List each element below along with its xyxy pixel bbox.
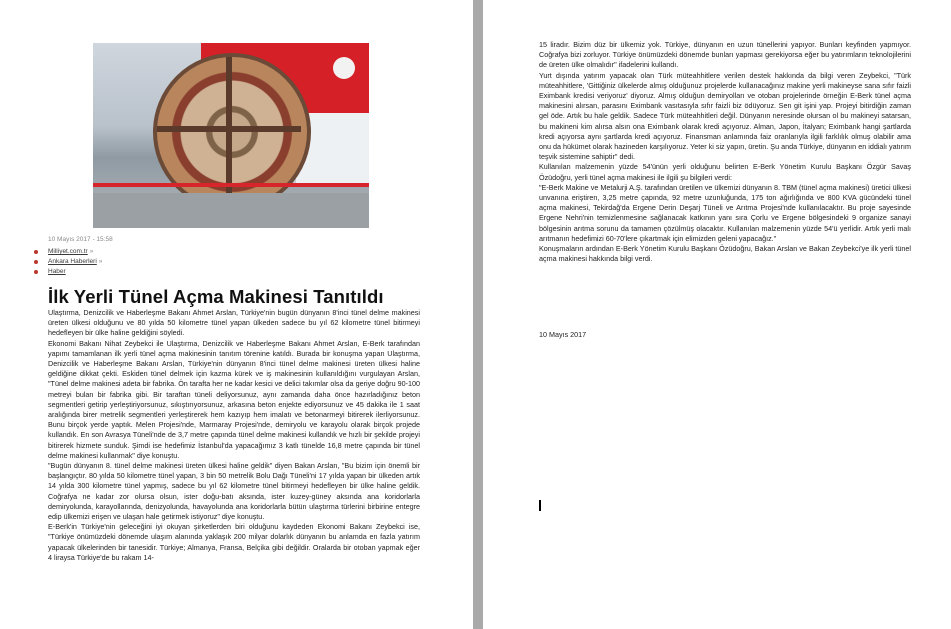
breadcrumb-sep: »	[89, 248, 94, 255]
article-body-left	[48, 308, 420, 563]
photo-floor	[93, 193, 369, 228]
article-end-date: 10 Mayıs 2017	[539, 330, 587, 339]
breadcrumb-item	[34, 257, 102, 267]
article-meta-date: 10 Mayıs 2017 - 15:58	[48, 236, 113, 243]
paragraph: "E-Berk Makine ve Metalurji A.Ş. tarafından üretilen ve ülkemizi dünyanın 8. TBM (tünel açma makinesi) üretici ülkesi unvanına eriştiren, 3,25 metre çapında, 92 metre uzunluğunda, 175 ton ağırlığında ve 800 KVA gücündeki tünel açma makinesi, Tekirdağ'da Ergene Derin Deşarj Tüneli ve Arıtma Projesi'nde kullanılacaktır. Bu proje sayesinde Ergene Nehri'nin temizlenmesine sağlanacak katkının yanı sıra Çorlu ve Ergene bölgesindeki 9 organize sanayi bölgesinin arıtma sorunu da tamamen çözülmüş olacaktır. Kullanılan malzemenin yüzde 54'ü yerlidir. Artık yerli malı arıtmanın hedefimizi 60-70'lere çıkartmak için elimizden geleni yapacağız."	[539, 182, 911, 243]
photo-spoke	[157, 126, 301, 132]
page-gap	[473, 0, 483, 629]
breadcrumb-item	[34, 247, 102, 257]
article-title: İlk Yerli Tünel Açma Makinesi Tanıtıldı	[48, 286, 384, 307]
article-photo	[93, 43, 369, 228]
paragraph: Ulaştırma, Denizcilik ve Haberleşme Bakanı Ahmet Arslan, Türkiye'nin bugün dünyanın 8'inci tünel delme makinesi üreten ülkesi olduğunu ve 80 yılda 50 kilometre tünel yapan ülkeden sadece bu yıl 62 kilometre tünel bitirmeyi hedefleyen bir ülke haline geldiğini söyledi.	[48, 308, 420, 338]
breadcrumb-link[interactable]: Haber	[48, 268, 66, 275]
breadcrumb-link[interactable]: Milliyet.com.tr	[48, 248, 88, 255]
text-cursor[interactable]	[539, 500, 541, 511]
paragraph: 15 liradır. Bizim düz bir ülkemiz yok. Türkiye, dünyanın en uzun tünellerini yapıyor. Bunları keyfinden yapmıyor. Coğrafya bizi zorluyor. Türkiye önümüzdeki dönemde bunları yapması gerekiyorsa eğer bu yatırımların teknolojilerini de üreten ülke olmalıdır" ifadelerini kullandı.	[539, 40, 911, 70]
breadcrumb-link[interactable]: Ankara Haberleri	[48, 258, 97, 265]
breadcrumb	[34, 247, 102, 277]
paragraph: Kullanılan malzemenin yüzde 54'ünün yerli olduğunu belirten E-Berk Yönetim Kurulu Başkanı Özgür Savaş Özüdoğru, yerli tünel açma makinesi ile ilgili şu bilgileri verdi:	[539, 162, 911, 182]
photo-cutterhead	[153, 53, 311, 211]
breadcrumb-sep: »	[98, 258, 103, 265]
photo-rail	[93, 183, 369, 187]
breadcrumb-item	[34, 267, 102, 277]
paragraph: Ekonomi Bakanı Nihat Zeybekci ile Ulaştırma, Denizcilik ve Haberleşme Bakanı Ahmet Arslan, E-Berk tarafından yapımı tamamlanan ilk yerli tünel açma makinesinin tanıtım törenine katıldı. Burada bir konuşma yapan Ulaştırma, Denizcilik ve Haberleşme Bakanı Arslan, Türkiye'nin dünyanın 8'inci tünel delme makinesi üreten ülkesi haline geldiğine dikkat çekti. Eskiden tünel delmek için kazma kürek ve iş makinesinin kullanıldığını vurgulayan Arslan, "Tünel delme makinesi adeta bir fabrika. Ön tarafta her ne kadar kesici ve delici takımlar olsa da geriye doğru 90-100 metreyi bulan bir fabrika gibi. Bir taraftan tüneli deliyorsunuz, aynı zamanda daha önce hazırladığınız beton segmentleri getirip yerleştiriyorsunuz, sıkıştırıyorsunuz, arkasına beton enjekte ediyorsunuz ve 45 dakika ile 1 saat aralığında birer metrelik segmentleri yerleştirerek hem kazıyıp hem imalatı ve betonarmeyi bitirerek ilerliyorsunuz. Bunu birçok yerde yaptık. Melen Projesi'nde, Marmaray Projesi'nde, demiryolu ve karayolu olarak birçok projede kullandık. En son Avrasya Tüneli'nde de 3,7 metre çapında tünel delme makinesi kullandık ve hızlı bir şekilde projeyi bitirerek hizmete sunduk. Şimdi ise hedefimiz İstanbul'da yapacağımız 3 katlı tünelde 16,8 metre çapında bir tünel delme makinesi kullanmak" diye konuştu.	[48, 338, 420, 460]
paragraph: E-Berk'in Türkiye'nin geleceğini iyi okuyan şirketlerden biri olduğunu kaydeden Ekonomi Bakanı Zeybekci ise, "Türkiye önümüzdeki dönemde ulaşım alanında yaklaşık 200 milyar dolarlık dünyanın bu anlamda en fazla yatırım yapacak ülkelerinden bir tanesidir. Türkiye; Almanya, Fransa, Belçika gibi değildir. Oralarda bir otoban yapmak eğer 4 liraysa Türkiye'de bu rakam 14-	[48, 522, 420, 562]
paragraph: "Bugün dünyanın 8. tünel delme makinesi üreten ülkesi haline geldik" diyen Bakan Arslan, "Bu bizim için önemli bir başlangıçtır. 80 yılda 50 kilometre tünel yapan, 3 bin 50 metrelik Bolu Dağı Tüneli'ni 17 yılda yapan bir ülkeden artık 14 yılda 300 kilometre tünel yapmış, sadece bu yıl 62 kilometre tünel bitirmeyi hedefleyen bir ülke haline geldik. Coğrafya ne kadar zor olursa olsun, ister doğu-batı aksında, ister kuzey-güney aksında ana koridorlarla demiryolunda, karayollarında, denizyolunda, havayolunda ana koridorlarla bütün ulaştırma türlerini birbirine entegre edip ülkemizi erişen ve ulaşan hale getirmek istiyoruz" diye konuştu.	[48, 461, 420, 522]
paragraph: Yurt dışında yatırım yapacak olan Türk müteahhitlere verilen destek hakkında da bilgi veren Zeybekci, "Türk müteahhitlere, 'Gittiğiniz ülkelerde almış olduğunuz projelerde kullanacağınız makine yerli makineyse sana sıfır faizli Eximbank kredisi veriyoruz' diyoruz. Almış olduğun demiryolları ve otoban projelerinde örneğin E-Berk tünel açma makinesini alırsan, parasını Eximbank vasıtasıyla sıfır faizli biz ödüyoruz. Sen git işini yap. Projeyi bitirdiğin zaman gel öde. Artık bu hale geldik. Sadece Türk müteahhitleri değil. Dünyanın neresinde olursan ol bu makineyi satarsan, bu makineni kim alırsa alsın ona Eximbank olarak kredi açıyoruz. Alman, Japon, İtalyan; Eximbank hangi şartlarda kredi açıyorsa aynı şartlarda kredi açıyoruz. Finansman anlamında faiz oranlarıyla ilgili farklılık olmuş olabilir ama onu da hükümet olarak hazineden karşılıyoruz. Yeter ki siz yapın, üretin. Şu anda Türkiye, dünyanın en iddialı yatırım teşvik sistemine sahiptir" dedi.	[539, 70, 911, 162]
paragraph: Konuşmaların ardından E-Berk Yönetim Kurulu Başkanı Özüdoğru, Bakan Arslan ve Bakan Zeybekci'ye ilk yerli tünel açma makinesi hakkında bilgi verdi.	[539, 244, 911, 264]
article-body-right	[539, 40, 911, 264]
